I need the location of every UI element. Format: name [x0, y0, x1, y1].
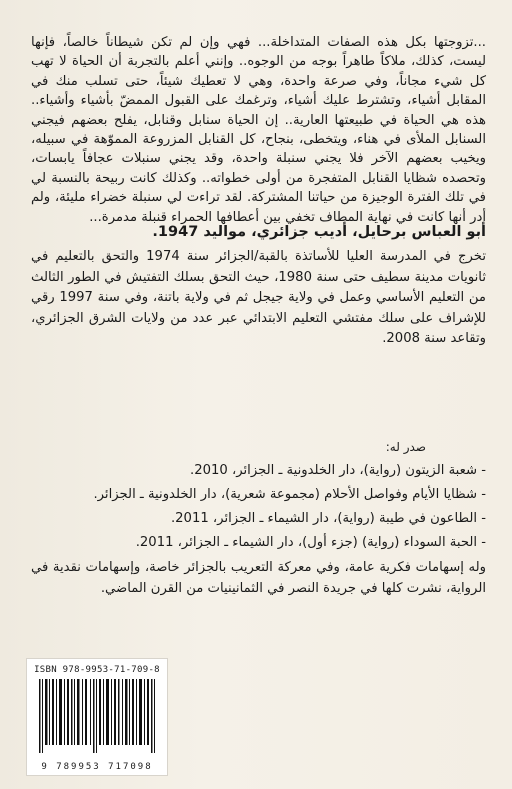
- author-bio-text: تخرج في المدرسة العليا للأساتذة بالقبة/الجزائر سنة 1974 والتحق بالتعليم في ثانويات مدينة سطيف حتى سنة 1980، حيث التحق بسلك التفتيش في الطور الثالث من التعليم الأساسي وعمل في ولاية جيجل ثم في ولاية باتنة، وفي سنة 1997 رقي للإشراف على سلك مفتشي التعليم الابتدائي عبر عدد من ولايات الشرق الجزائري، وتقاعد سنة 2008.: [31, 249, 487, 346]
- publication-item: - الحبة السوداء (رواية) (جزء أول)، دار الشيماء ـ الجزائر، 2011.: [135, 535, 486, 550]
- isbn-barcode: [26, 658, 168, 776]
- barcode-bars-icon: [37, 679, 157, 753]
- publications-note: وله إسهامات فكرية عامة، وفي معركة التعريب بالجزائر خاصة، وإسهامات نقدية في الرواية، نشرت كلها في جريدة النصر في الثمانينيات من القرن الماضي.: [31, 560, 486, 596]
- publications-list: [31, 460, 486, 553]
- publications-title: صدر له:: [385, 440, 426, 454]
- isbn-label: ISBN 978-9953-71-709-8: [34, 665, 160, 675]
- publications-section: [31, 437, 486, 599]
- publication-item: - الطاعون في طيبة (رواية)، دار الشيماء ـ الجزائر، 2011.: [170, 511, 486, 526]
- author-bio-heading: أبو العباس برحايل، أديب جزائري، مواليد 1947.: [152, 224, 486, 240]
- publication-item: - شظايا الأيام وفواصل الأحلام (مجموعة شعرية)، دار الخلدونية ـ الجزائر.: [93, 487, 486, 502]
- novel-excerpt: [31, 33, 486, 227]
- publication-item: - شعبة الزيتون (رواية)، دار الخلدونية ـ الجزائر، 2010.: [190, 463, 486, 478]
- excerpt-paragraph: ...تزوجتها بكل هذه الصفات المتداخلة... فهي وإن لم تكن شيطاناً خالصاً، فإنها ليست، كذلك، ملاكاً طاهراً بوجه من الوجوه.. وإنني أعلم بالتجربة أن الحياة لا تهب كل شيء مجاناً، وفي صرعة واحدة، وهي لا تعطيك شيئاً، حتى تسلب منك في المقابل أشياء، وتشترط عليك أشياء، وترغمك على القبول الممضّ بأشياء وأشياء.. هذه هي الحياة في طبيعتها العارية.. إن الحياة سنابل وقنابل، يفلح بعضهم فيجني السنابل الملأى في هناء، ويتخطى، بنجاح، كل القنابل المزروعة المموّهة في سبيله، ويخيب بعضهم الآخر فلا يجني سنبلة واحدة، وقد يجني سنبلات عجافاً يابسات، وتحصده شظايا القنابل المتفجرة من أولى خطواته.. وكذلك كانت ربيحة بالنسبة لي في تلك الفترة الوجيزة من حياتنا المشتركة. لقد تراءت لي سنبلة خضراء مليئة، ولم أدر أنها كانت في نهاية المطاف تخفي بين أعطافها الحمراء قنبلة مدمرة...: [31, 35, 486, 225]
- author-bio: [31, 222, 486, 350]
- barcode-number: 9 789953 717098: [41, 762, 153, 772]
